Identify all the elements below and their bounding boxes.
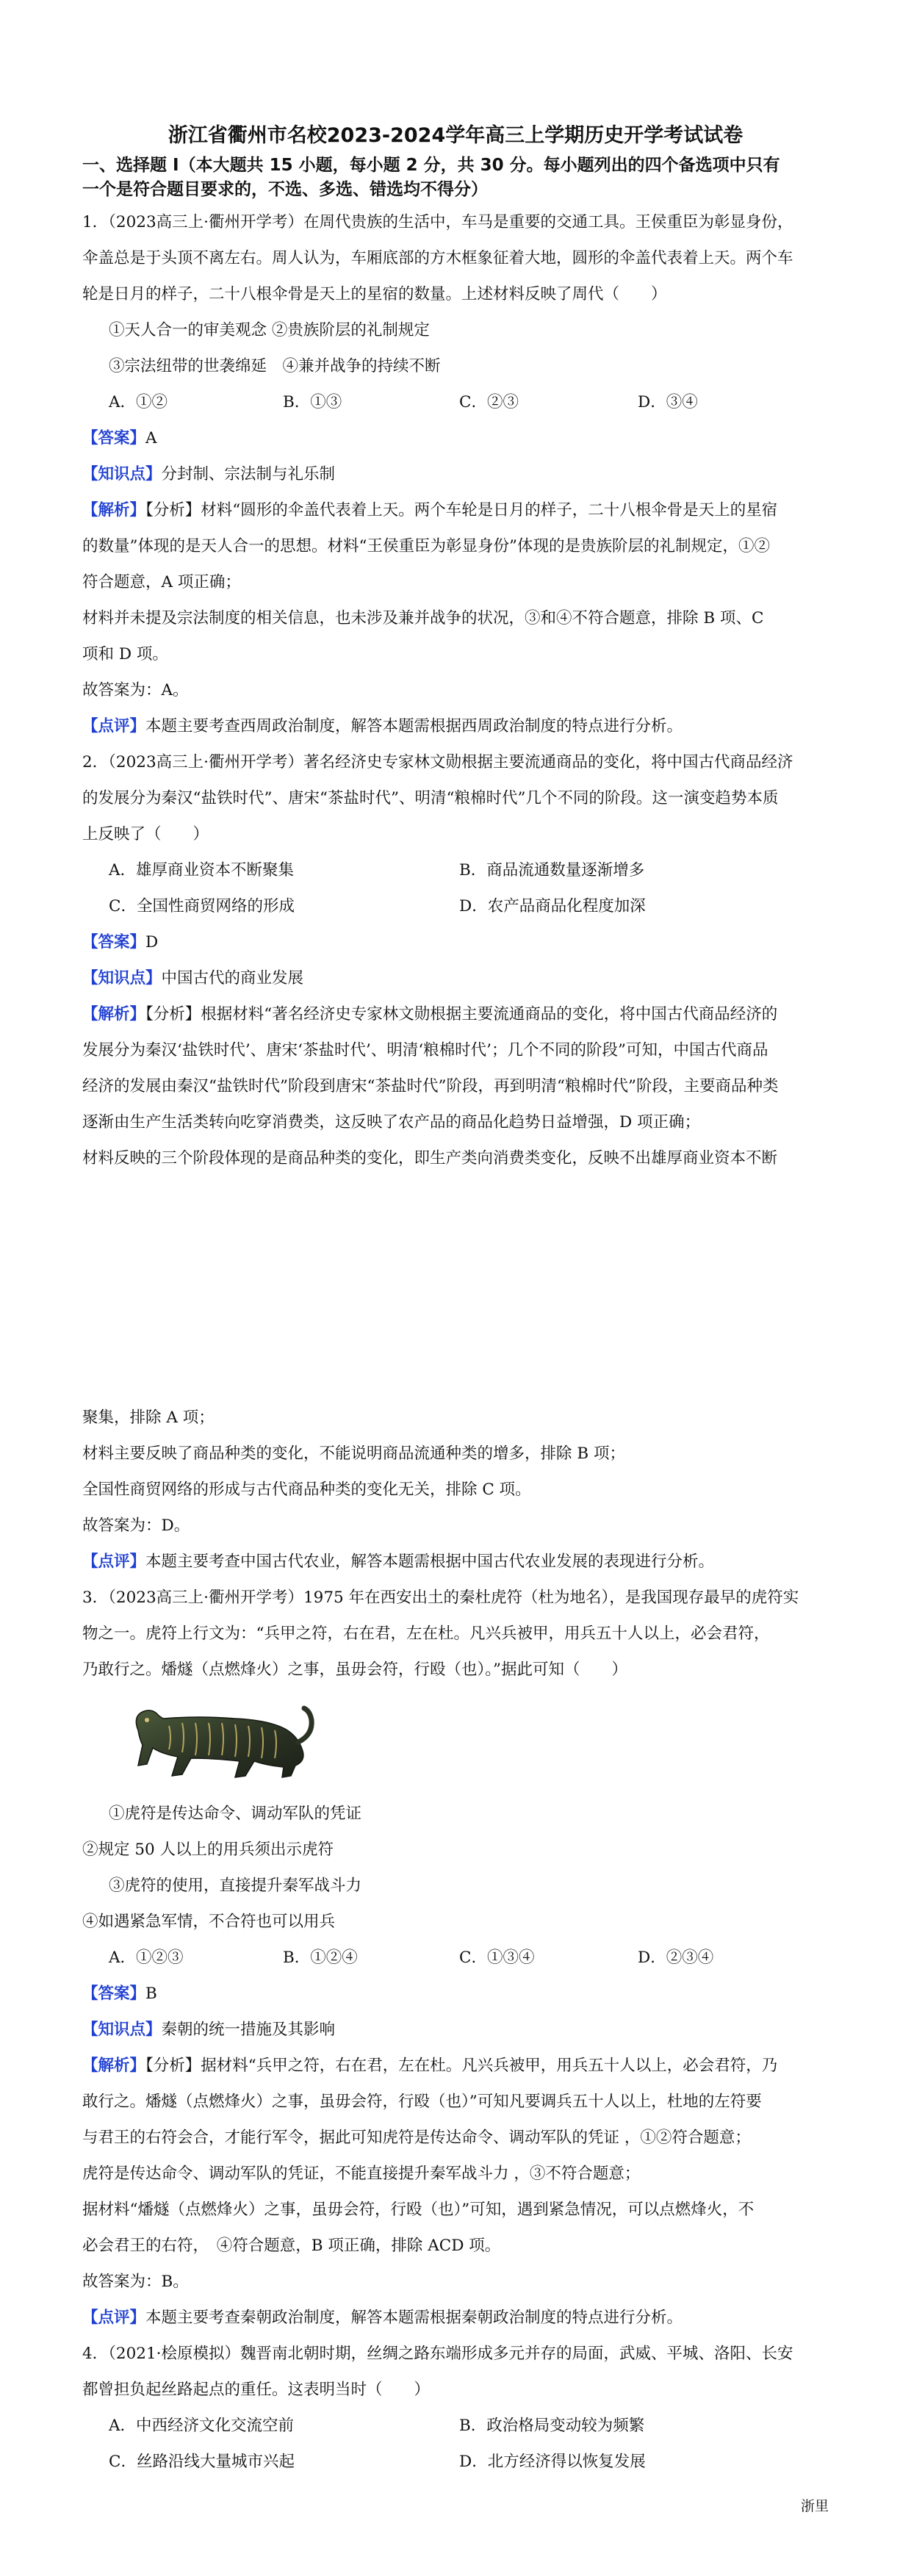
q2-stem: 上反映了（ ） [82, 825, 209, 843]
q3-conclusion: 故答案为：B。 [82, 2273, 189, 2291]
q1-analysis-line: 的数量”体现的是天人合一的思想。材料“王侯重臣为彰显身份”体现的是贵族阶层的礼制规定，①② [82, 537, 770, 555]
q1-comment [82, 716, 832, 738]
q1-analysis-line: 【分析】材料“圆形的伞盖代表着上天。两个车轮是日月的样子，二十八根伞骨是天上的星宿 [145, 501, 778, 519]
answer-tag: 【答案】 [82, 429, 146, 447]
comment-tag: 【点评】 [82, 2309, 146, 2327]
q3-option-c[interactable]: C．①③④ [459, 1949, 535, 1967]
q3-stem: 物之一。虎符上行文为：“兵甲之符，右在君，左在杜。凡兴兵被甲，用兵五十人以上，必会君符， [82, 1625, 770, 1643]
q2-option-b[interactable]: B．商品流通数量逐渐增多 [459, 861, 645, 879]
q3-stem: 3．（2023高三上·衢州开学考）1975 年在西安出土的秦杜虎符（杜为地名），是我国现存最早的虎符实 [82, 1589, 799, 1607]
q3-option-d[interactable]: D．②③④ [638, 1949, 714, 1967]
q2-analysis-line: 全国性商贸网络的形成与古代商品种类的变化无关，排除 C 项。 [82, 1481, 531, 1499]
q3-item: ③虎符的使用，直接提升秦军战斗力 [109, 1877, 362, 1895]
q3-analysis [82, 2055, 832, 2077]
q2-option-c[interactable]: C．全国性商贸网络的形成 [109, 897, 295, 915]
q3-analysis-line: 【分析】据材料“兵甲之符，右在君，左在杜。凡兴兵被甲，用兵五十人以上，必会君符，乃 [145, 2057, 778, 2075]
q3-analysis-line: 虎符是传达命令、调动军队的凭证，不能直接提升秦军战斗力 ，③不符合题意； [82, 2165, 641, 2183]
q4-stem: 4．（2021·桧原模拟）魏晋南北朝时期，丝绸之路东端形成多元并存的局面，武威、平城、洛阳、长安 [82, 2345, 793, 2363]
section-heading: 一、选择题 I（本大题共 15 小题，每小题 2 分，共 30 分。每小题列出的四个备选项中只有 [82, 156, 780, 175]
q2-answer [82, 932, 832, 954]
q2-analysis-line: 聚集，排除 A 项； [82, 1408, 215, 1427]
q3-item: ②规定 50 人以上的用兵须出示虎符 [82, 1841, 334, 1859]
q2-knowledge [82, 968, 832, 990]
q1-items: ③宗法纽带的世袭绵延 ④兼并战争的持续不断 [109, 357, 441, 375]
knowledge-tag: 【知识点】 [82, 2021, 162, 2039]
q4-option-d[interactable]: D．北方经济得以恢复发展 [459, 2453, 646, 2471]
q3-analysis-line: 据材料“燔燧（点燃烽火）之事，虽毋会符，行殴（也）”可知，遇到紧急情况，可以点燃烽火，不 [82, 2201, 755, 2219]
q3-option-a[interactable]: A．①②③ [109, 1949, 184, 1967]
q1-analysis [82, 500, 832, 522]
q3-answer [82, 1983, 832, 2005]
q4-option-b[interactable]: B．政治格局变动较为频繁 [459, 2417, 645, 2435]
answer-tag: 【答案】 [82, 933, 146, 951]
knowledge-tag: 【知识点】 [82, 465, 162, 483]
q2-comment-value: 本题主要考查中国古代农业，解答本题需根据中国古代农业发展的表现进行分析。 [145, 1553, 715, 1571]
answer-tag: 【答案】 [82, 1985, 146, 2003]
comment-tag: 【点评】 [82, 1553, 146, 1571]
q2-answer-value: D [145, 933, 159, 951]
q1-option-b[interactable]: B．①③ [283, 393, 342, 411]
q3-comment-value: 本题主要考查秦朝政治制度，解答本题需根据秦朝政治制度的特点进行分析。 [145, 2309, 683, 2327]
q2-knowledge-value: 中国古代的商业发展 [161, 969, 304, 987]
page-footer: 浙里 [800, 2498, 829, 2514]
q4-stem: 都曾担负起丝路起点的重任。这表明当时（ ） [82, 2381, 431, 2399]
q2-conclusion: 故答案为：D。 [82, 1517, 190, 1535]
q3-comment [82, 2307, 832, 2329]
q2-option-a[interactable]: A．雄厚商业资本不断聚集 [109, 861, 295, 879]
q1-items: ①天人合一的审美观念 ②贵族阶层的礼制规定 [109, 321, 430, 339]
q1-stem: 1．（2023高三上·衢州开学考）在周代贵族的生活中，车马是重要的交通工具。王侯重臣为彰显身份， [82, 213, 793, 231]
q1-analysis-line: 项和 D 项。 [82, 645, 168, 663]
q1-analysis-line: 材料并未提及宗法制度的相关信息，也未涉及兼并战争的状况，③和④不符合题意，排除 B 项、C [82, 609, 764, 627]
q1-knowledge-value: 分封制、宗法制与礼乐制 [161, 465, 336, 483]
q3-knowledge-value: 秦朝的统一措施及其影响 [161, 2021, 336, 2039]
analysis-tag: 【解析】 [82, 501, 146, 519]
q4-option-c[interactable]: C．丝路沿线大量城市兴起 [109, 2453, 295, 2471]
analysis-tag: 【解析】 [82, 1005, 146, 1023]
q3-item: ④如遇紧急军情，不合符也可以用兵 [82, 1913, 336, 1931]
knowledge-tag: 【知识点】 [82, 969, 162, 987]
q2-option-d[interactable]: D．农产品商品化程度加深 [459, 897, 646, 915]
q1-option-a[interactable]: A．①② [109, 393, 168, 411]
q2-analysis [82, 1004, 832, 1026]
q3-analysis-line: 与君王的右符会合，才能行军令，据此可知虎符是传达命令、调动军队的凭证 ，①②符合题意； [82, 2129, 751, 2147]
q2-comment [82, 1551, 832, 1573]
q1-comment-value: 本题主要考查西周政治制度，解答本题需根据西周政治制度的特点进行分析。 [145, 717, 683, 735]
q4-option-a[interactable]: A．中西经济文化交流空前 [109, 2417, 295, 2435]
section-heading-cont: 一个是符合题目要求的，不选、多选、错选均不得分） [82, 180, 488, 199]
q2-analysis-line: 逐渐由生产生活类转向吃穿消费类，这反映了农产品的商品化趋势日益增强，D 项正确； [82, 1113, 701, 1132]
q1-analysis-line: 符合题意，A 项正确； [82, 573, 241, 591]
comment-tag: 【点评】 [82, 717, 146, 735]
q3-item: ①虎符是传达命令、调动军队的凭证 [109, 1805, 362, 1823]
q2-stem: 2．（2023高三上·衢州开学考）著名经济史专家林文勋根据主要流通商品的变化，将中国古代商品经济 [82, 753, 793, 771]
q2-analysis-line: 发展分为秦汉‘盐铁时代’、唐宋‘茶盐时代’、明清‘粮棉时代’；几个不同的阶段”可知，中国古代商品 [82, 1041, 768, 1059]
q1-knowledge [82, 464, 832, 486]
analysis-tag: 【解析】 [82, 2057, 146, 2075]
q2-analysis-line: 【分析】根据材料“著名经济史专家林文勋根据主要流通商品的变化，将中国古代商品经济的 [145, 1005, 778, 1023]
q3-option-b[interactable]: B．①②④ [283, 1949, 358, 1967]
q3-answer-value: B [145, 1985, 157, 2003]
tiger-tally-image [110, 1694, 316, 1788]
q1-answer [82, 428, 832, 450]
q3-analysis-line: 敢行之。燔燧（点燃烽火）之事，虽毋会符，行殴（也）”可知凡要调兵五十人以上，杜地的左符要 [82, 2093, 762, 2111]
q3-knowledge [82, 2019, 832, 2041]
q1-conclusion: 故答案为：A。 [82, 681, 189, 699]
q2-analysis-line: 经济的发展由秦汉“盐铁时代”阶段到唐宋“茶盐时代”阶段，再到明清“粮棉时代”阶段，主要商品种类 [82, 1077, 779, 1095]
q3-analysis-line: 必会君王的右符， ④符合题意，B 项正确，排除 ACD 项。 [82, 2237, 501, 2255]
q1-option-d[interactable]: D．③④ [638, 393, 698, 411]
q3-stem: 乃敢行之。燔燧（点燃烽火）之事，虽毋会符，行殴（也）。”据此可知（ ） [82, 1661, 627, 1679]
q2-stem: 的发展分为秦汉“盐铁时代”、唐宋“茶盐时代”、明清“粮棉时代”几个不同的阶段。这一演变趋势本质 [82, 789, 779, 807]
page-title: 浙江省衢州市名校2023-2024学年高三上学期历史开学考试试卷 [168, 124, 743, 147]
q1-option-c[interactable]: C．②③ [459, 393, 519, 411]
q2-analysis-line: 材料主要反映了商品种类的变化，不能说明商品流通种类的增多，排除 B 项； [82, 1444, 625, 1463]
q2-analysis-line: 材料反映的三个阶段体现的是商品种类的变化，即生产类向消费类变化，反映不出雄厚商业资本不断 [82, 1149, 778, 1168]
q1-stem: 伞盖总是于头顶不离左右。周人认为，车厢底部的方木框象征着大地，圆形的伞盖代表着上天。两个车 [82, 249, 793, 267]
q1-stem: 轮是日月的样子，二十八根伞骨是天上的星宿的数量。上述材料反映了周代（ ） [82, 285, 667, 303]
q1-answer-value: A [145, 429, 157, 447]
